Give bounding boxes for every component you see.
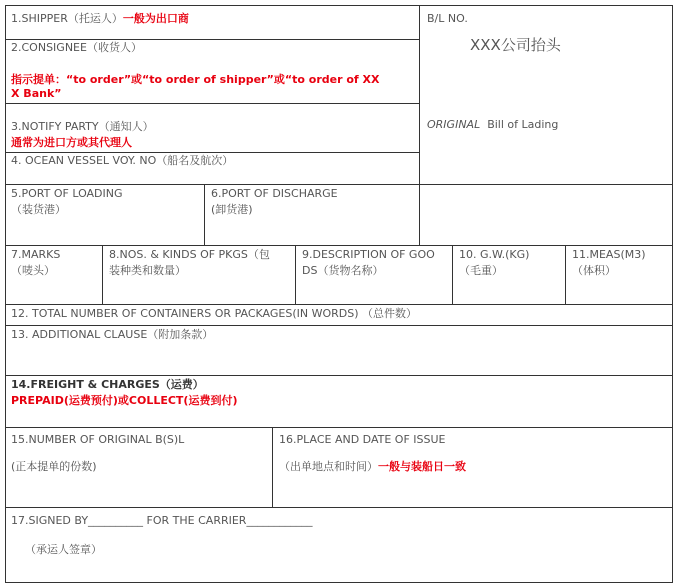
original-label: ORIGINAL <box>427 118 481 131</box>
divider <box>5 304 673 305</box>
shipper-field <box>11 12 189 26</box>
divider <box>5 507 673 508</box>
port-of-discharge-label: 6.PORT OF DISCHARGE <box>211 187 338 200</box>
bill-of-lading-form <box>5 5 673 583</box>
place-date-issue-sub: （出单地点和时间） <box>279 460 378 473</box>
divider <box>295 245 296 304</box>
notify-party-label: 3.NOTIFY PARTY（通知人） <box>11 120 154 133</box>
carrier-signature-sub: （承运人签章） <box>25 543 102 556</box>
measurement-label: 11.MEAS(M3) <box>572 248 646 261</box>
gross-weight-label: 10. G.W.(KG) <box>459 248 530 261</box>
place-date-issue-field <box>279 460 466 474</box>
divider <box>272 427 273 507</box>
divider <box>5 39 419 40</box>
consignee-note-line1: 指示提单：“to order”或“to order of shipper”或“to order of XX <box>11 73 380 86</box>
divider <box>102 245 103 304</box>
gross-weight-sub: （毛重） <box>459 264 503 277</box>
divider <box>5 375 673 376</box>
divider <box>419 5 420 245</box>
divider <box>565 245 566 304</box>
ocean-vessel-label: 4. OCEAN VESSEL VOY. NO（船名及航次） <box>11 154 234 167</box>
original-bill-of-lading <box>427 118 558 132</box>
divider <box>5 152 419 153</box>
bl-no-label: B/L NO. <box>427 12 468 25</box>
divider <box>5 245 673 246</box>
additional-clause-label: 13. ADDITIONAL CLAUSE（附加条款） <box>11 328 214 341</box>
consignee-label: 2.CONSIGNEE（收货人） <box>11 41 142 54</box>
divider <box>452 245 453 304</box>
packages-label-2: 装种类和数量） <box>109 264 186 277</box>
notify-party-note: 通常为进口方或其代理人 <box>11 136 132 149</box>
border-bottom <box>5 582 673 583</box>
goods-description-label: 9.DESCRIPTION OF GOO <box>302 248 435 261</box>
freight-charges-note: PREPAID(运费预付)或COLLECT(运费到付) <box>11 394 238 407</box>
marks-sub: （唛头） <box>11 264 55 277</box>
shipper-label: 1.SHIPPER（托运人） <box>11 12 123 25</box>
shipper-note: 一般为出口商 <box>122 12 189 25</box>
divider <box>5 427 673 428</box>
packages-label: 8.NOS. & KINDS OF PKGS（包 <box>109 248 270 261</box>
divider <box>5 184 673 185</box>
bill-of-lading-label: Bill of Lading <box>487 118 559 131</box>
marks-label: 7.MARKS <box>11 248 61 261</box>
border-left <box>5 5 6 583</box>
divider <box>204 184 205 245</box>
original-bl-count-label: 15.NUMBER OF ORIGINAL B(S)L <box>11 433 185 446</box>
original-bl-count-sub: (正本提单的份数) <box>11 460 97 473</box>
divider <box>5 103 419 104</box>
border-top <box>5 5 673 6</box>
port-of-loading-label: 5.PORT OF LOADING <box>11 187 123 200</box>
border-right <box>672 5 673 583</box>
place-date-issue-note: 一般与装船日一致 <box>378 460 466 473</box>
goods-description-label-2: DS（货物名称） <box>302 264 384 277</box>
port-of-discharge-sub: (卸货港) <box>211 203 253 216</box>
company-letterhead: XXX公司抬头 <box>470 36 561 54</box>
total-packages-label: 12. TOTAL NUMBER OF CONTAINERS OR PACKAGES(IN WORDS) （总件数） <box>11 307 418 320</box>
consignee-note-line2: X Bank” <box>11 87 62 100</box>
divider <box>5 325 673 326</box>
signed-by-label: 17.SIGNED BY__________ FOR THE CARRIER____________ <box>11 514 313 527</box>
port-of-loading-sub: （装货港） <box>11 203 66 216</box>
place-date-issue-label: 16.PLACE AND DATE OF ISSUE <box>279 433 446 446</box>
freight-charges-label: 14.FREIGHT & CHARGES（运费） <box>11 378 204 391</box>
measurement-sub: （体积） <box>572 264 616 277</box>
